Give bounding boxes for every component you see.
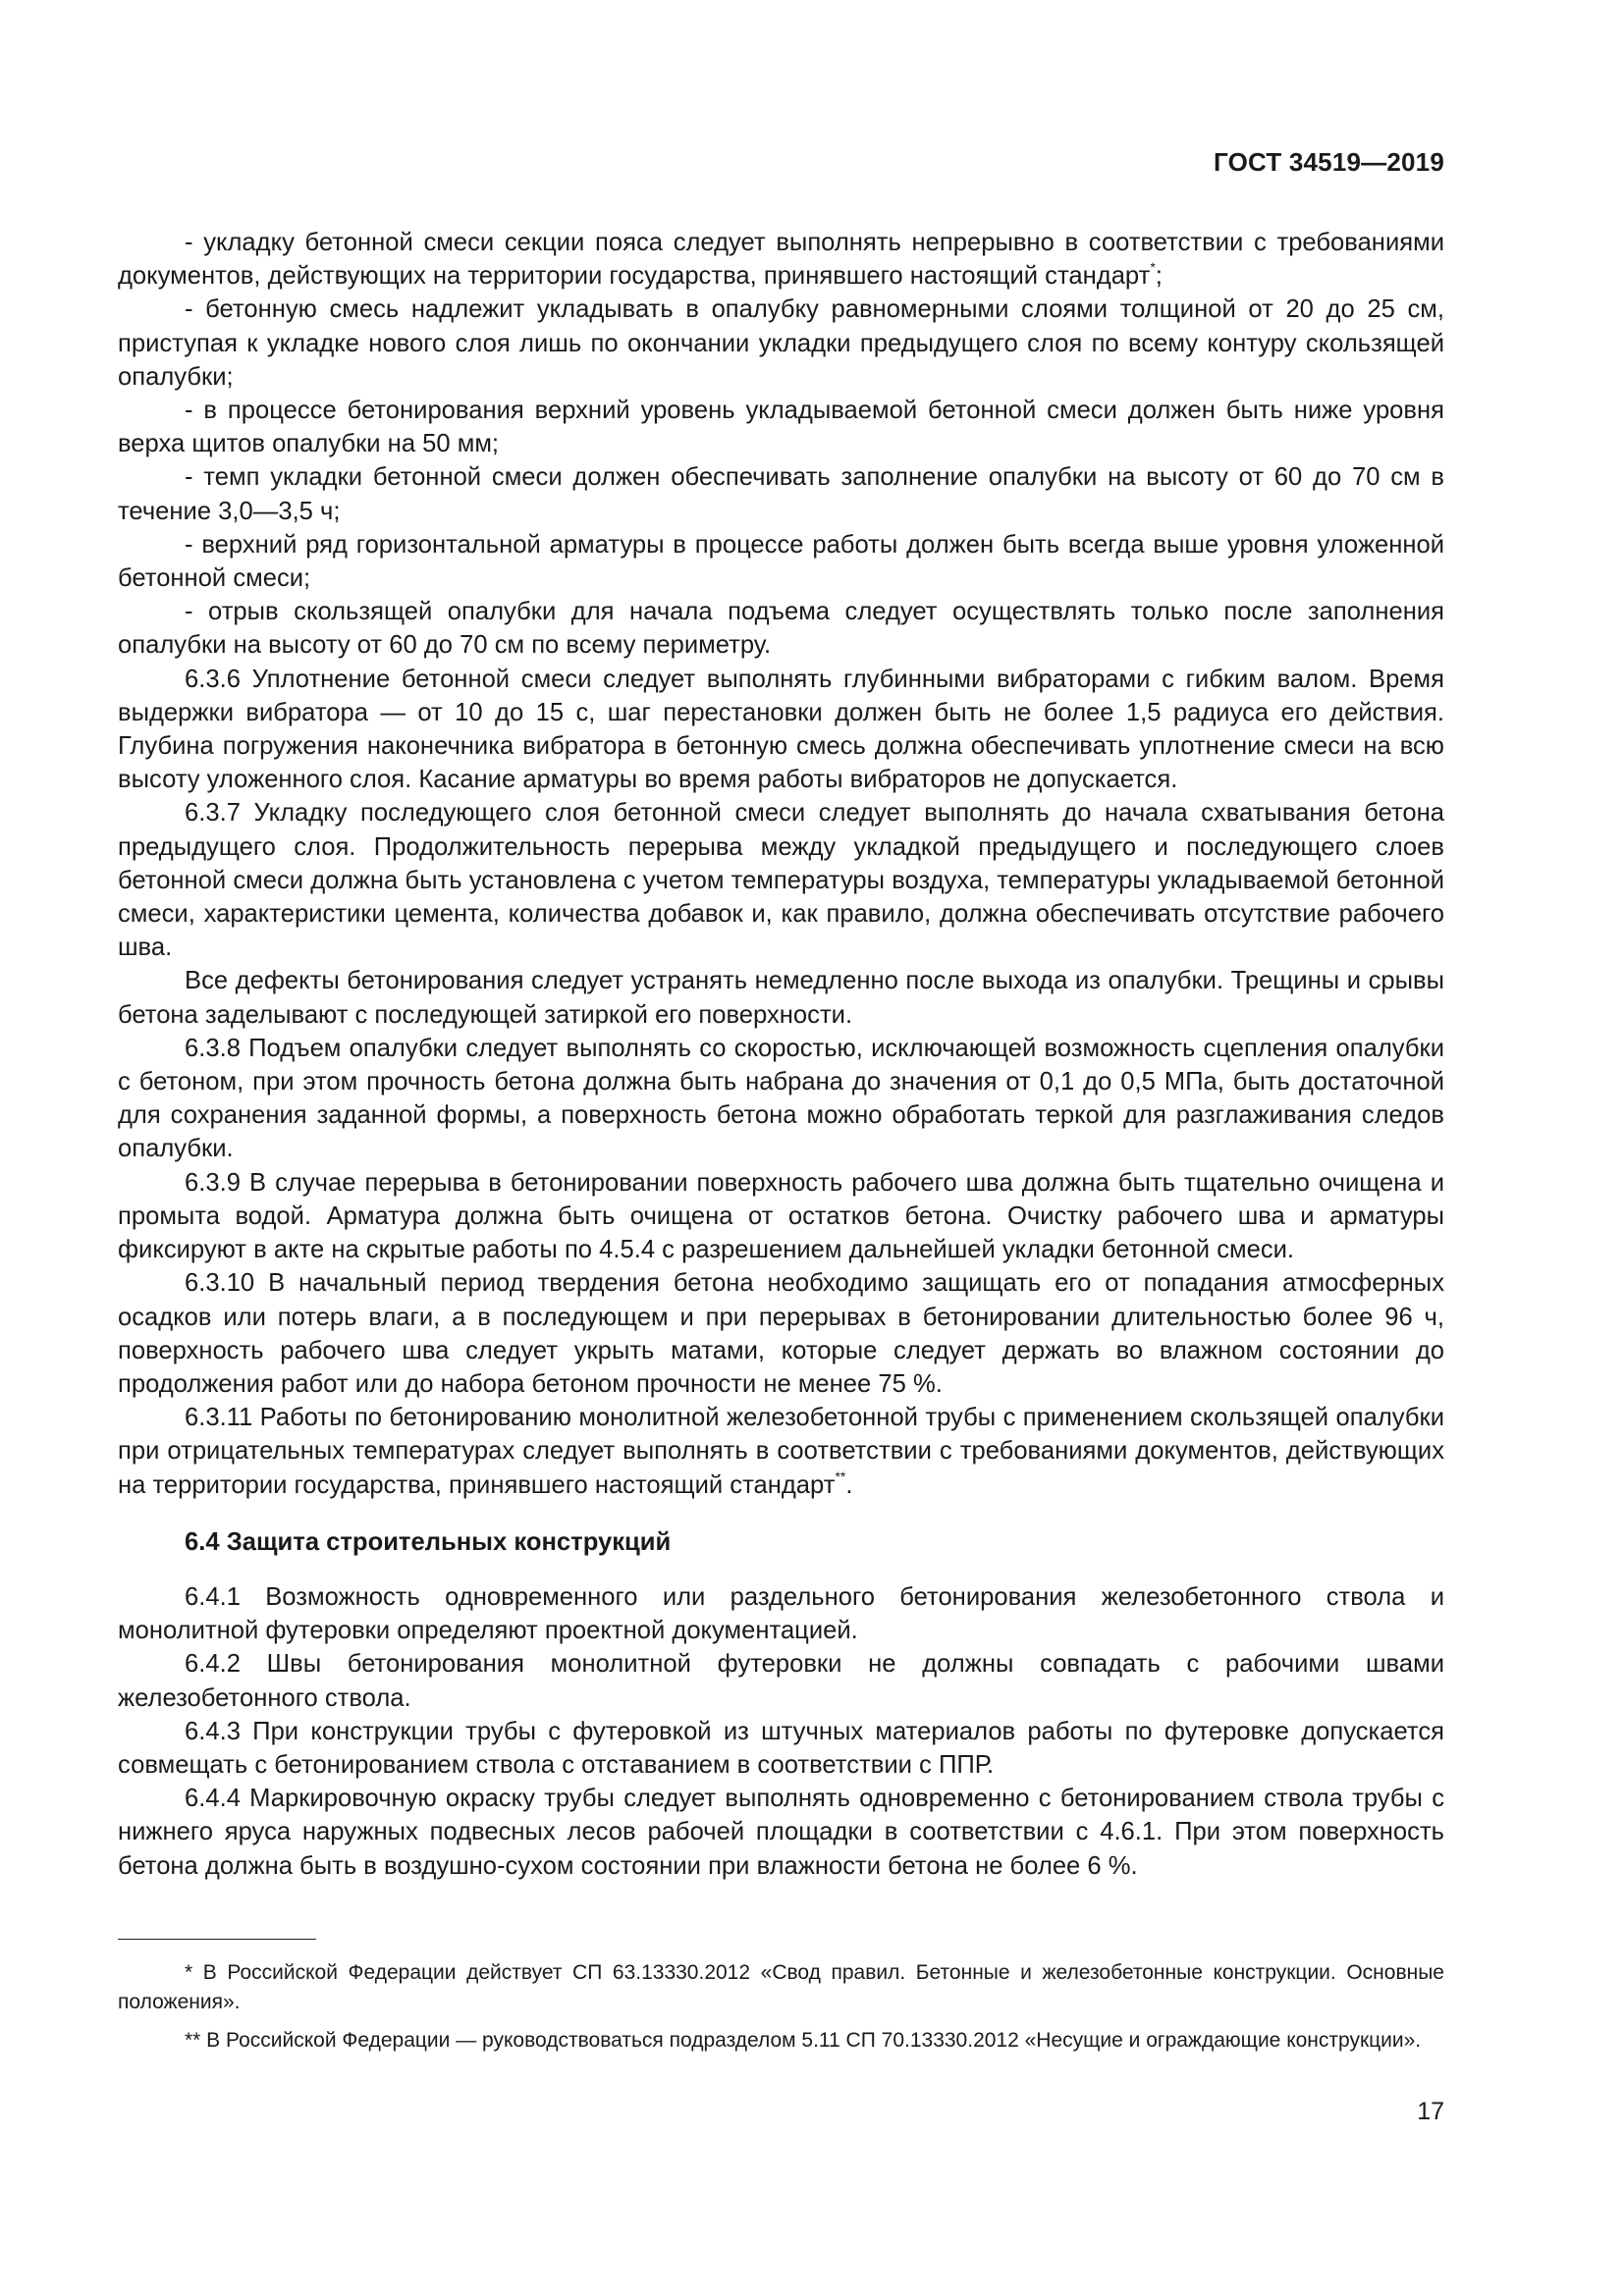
paragraph: - верхний ряд горизонтальной арматуры в процессе работы должен быть всегда выше уровня уложенной бетонной смеси; xyxy=(118,530,1444,593)
paragraph: 6.3.6 Уплотнение бетонной смеси следует выполнять глубинными вибраторами с гибким валом. Время выдержки вибратора — от 10 до 15 с, шаг перестановки должен быть не более 1,5 радиуса его действия. Глубина погружения наконечника вибратора в бетонную смесь должна обеспечивать уплотнение смеси на всю высоту уложенного слоя. Касание арматуры во время работы вибраторов не допускается. xyxy=(118,665,1444,794)
paragraph: 6.4.1 Возможность одновременного или раздельного бетонирования железобетонного ствола и монолитной футеровки определяют проектной документацией. xyxy=(118,1582,1444,1645)
footnote-divider xyxy=(118,1939,316,1940)
page-number: 17 xyxy=(1417,2098,1444,2125)
section-heading: 6.4 Защита строительных конструкций xyxy=(185,1527,672,1556)
paragraph: 6.4.3 При конструкции трубы с футеровкой из штучных материалов работы по футеровке допускается совмещать с бетонированием ствола с отставанием в соответствии с ППР. xyxy=(118,1717,1444,1779)
paragraph: 6.3.11 Работы по бетонированию монолитной железобетонной трубы с применением скользящей опалубки при отрицательных температурах следует выполнять в соответствии с требованиями документов, действующих на территории государства, принявшего настоящий стандарт**. xyxy=(118,1404,1444,1499)
paragraph: - укладку бетонной смеси секции пояса следует выполнять непрерывно в соответствии с требованиями документов, действующих на территории государства, принявшего настоящий стандарт*; xyxy=(118,229,1444,291)
main-text xyxy=(118,226,1444,1883)
paragraph: - в процессе бетонирования верхний уровень укладываемой бетонной смеси должен быть ниже уровня верха щитов опалубки на 50 мм; xyxy=(118,397,1444,458)
paragraph: 6.4.4 Маркировочную окраску трубы следует выполнять одновременно с бетонированием ствола трубы с нижнего яруса наружных подвесных лесов рабочей площадки в соответствии с 4.6.1. При этом поверхность бетона должна быть в воздушно-сухом состоянии при влажности бетона не более 6 %. xyxy=(118,1785,1444,1880)
footnote: ** В Российской Федерации — руководствоваться подразделом 5.11 СП 70.13330.2012 «Несущие и ограждающие конструкции». xyxy=(185,2029,1422,2052)
paragraph: - бетонную смесь надлежит укладывать в опалубку равномерными слоями толщиной от 20 до 25 см, приступая к укладке нового слоя лишь по окончании укладки предыдущего слоя по всему контуру скользящей опалубки; xyxy=(118,295,1444,391)
paragraph: 6.3.9 В случае перерыва в бетонировании поверхность рабочего шва должна быть тщательно очищена и промыта водой. Арматура должна быть очищена от остатков бетона. Очистку рабочего шва и арматуры фиксируют в акте на скрытые работы по 4.5.4 с разрешением дальнейшей укладки бетонной смеси. xyxy=(118,1168,1444,1264)
document-header: ГОСТ 34519—2019 xyxy=(1214,147,1444,177)
footnote: * В Российской Федерации действует СП 63.13330.2012 «Свод правил. Бетонные и железобетонные конструкции. Основные положения». xyxy=(118,1961,1444,2013)
paragraph: 6.3.10 В начальный период твердения бетона необходимо защищать его от попадания атмосферных осадков или потерь влаги, а в последующем и при перерывах в бетонировании длительностью более 96 ч, поверхность рабочего шва следует укрыть матами, которые следует держать во влажном состоянии до продолжения работ или до набора бетоном прочности не менее 75 %. xyxy=(118,1269,1444,1398)
footnotes xyxy=(118,1958,1444,2065)
paragraph: Все дефекты бетонирования следует устранять немедленно после выхода из опалубки. Трещины и срывы бетона заделывают с последующей затиркой его поверхности. xyxy=(118,967,1444,1029)
paragraph: - отрыв скользящей опалубки для начала подъема следует осуществлять только после заполнения опалубки на высоту от 60 до 70 см по всему периметру. xyxy=(118,598,1444,660)
paragraph: - темп укладки бетонной смеси должен обеспечивать заполнение опалубки на высоту от 60 до 70 см в течение 3,0—3,5 ч; xyxy=(118,463,1444,525)
paragraph: 6.4.2 Швы бетонирования монолитной футеровки не должны совпадать с рабочими швами железобетонного ствола. xyxy=(118,1650,1444,1712)
paragraph: 6.3.7 Укладку последующего слоя бетонной смеси следует выполнять до начала схватывания бетона предыдущего слоя. Продолжительность перерыва между укладкой предыдущего и последующего слоев бетонной смеси должна быть установлена с учетом температуры воздуха, температуры укладываемой бетонной смеси, характеристики цемента, количества добавок и, как правило, должна обеспечивать отсутствие рабочего шва. xyxy=(118,799,1444,962)
paragraph: 6.3.8 Подъем опалубки следует выполнять со скоростью, исключающей возможность сцепления опалубки с бетоном, при этом прочность бетона должна быть набрана до значения от 0,1 до 0,5 МПа, быть достаточной для сохранения заданной формы, а поверхность бетона можно обработать теркой для разглаживания следов опалубки. xyxy=(118,1034,1444,1163)
footnote-ref[interactable]: * xyxy=(1150,259,1156,276)
footnote-ref[interactable]: ** xyxy=(835,1468,846,1484)
